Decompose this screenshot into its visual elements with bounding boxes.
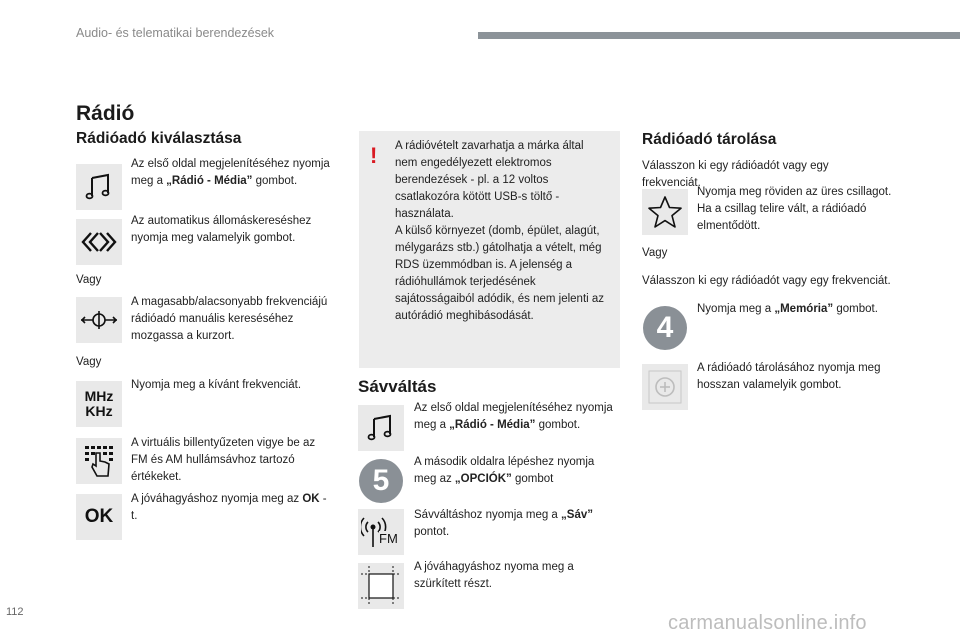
music-note-icon <box>366 413 396 443</box>
seek-button[interactable] <box>76 219 122 265</box>
middle-item2-text: A második oldalra lépéshez nyomja meg az „OPCIÓK” gombot <box>414 456 595 485</box>
step-number-4: 4 <box>643 306 687 350</box>
left-item1-text: Az első oldal megjelenítéséhez nyomja meg a „Rádió - Média” gombot. <box>131 158 330 187</box>
music-note-icon <box>84 172 114 202</box>
left-or-1: Vagy <box>76 274 102 286</box>
chapter-header: Audio- és telematikai berendezések <box>76 26 275 40</box>
ok-icon: OK <box>84 506 114 527</box>
greyed-area-button[interactable] <box>358 563 404 609</box>
warning-icon: ! <box>370 143 378 168</box>
left-item5-text: A virtuális billentyűzeten vigye be az FM és AM hullámsávhoz tartozó értékeket. <box>131 437 316 483</box>
mhz-khz-icon: MHz KHz <box>84 388 114 419</box>
fm-label: FM <box>379 531 398 546</box>
warning-text: A rádióvételt zavarhatja a márka által nem engedélyezett elektromos berendezések - pl. a 12 voltos csatlakozóra kötött USB-s töltő -használata. A külső környezet (domb, épület, alagút, mélygarázs stb.) gátolhatja a vételt, még RDS üzemmódban is. A jelenség a rádióhullámok terjedésének sajátosságaiból adódik, és nem jelenti az autórádió meghibásodását. <box>395 140 605 322</box>
right-item3-text: A rádióadó tárolásához nyomja meg hosszan valamelyik gombot. <box>697 362 881 391</box>
ok-button[interactable] <box>76 494 122 540</box>
right-intro2: Válasszon ki egy rádióadót vagy egy frekvenciát. <box>642 275 891 287</box>
right-intro: Válasszon ki egy rádióadót vagy egy frekvenciát. <box>642 160 829 189</box>
header-bar <box>478 32 960 39</box>
section-title-radio-select: Rádióadó kiválasztása <box>76 130 242 147</box>
page-title: Rádió <box>76 102 135 125</box>
left-item6-text: A jóváhagyáshoz nyomja meg az OK -t. <box>131 493 327 522</box>
right-or: Vagy <box>642 247 668 259</box>
left-item4-text: Nyomja meg a kívánt frekvenciát. <box>131 379 302 391</box>
right-item1-text: Nyomja meg röviden az üres csillagot. Ha a csillag telire vált, a rádióadó elmentődött. <box>697 186 892 232</box>
watermark: carmanualsonline.info <box>668 612 867 634</box>
radio-media-button-2[interactable] <box>358 405 404 451</box>
left-item3-text: A magasabb/alacsonyabb frekvenciájú rádióadó manuális kereséséhez mozgassa a kurzort. <box>131 296 328 342</box>
frequency-slider[interactable] <box>76 297 122 343</box>
frequency-button[interactable] <box>76 381 122 427</box>
star-outline-icon <box>647 195 683 229</box>
slider-cursor-icon <box>79 309 119 331</box>
right-item2-text: Nyomja meg a „Memória” gombot. <box>697 303 878 315</box>
keypad-hand-icon <box>83 444 115 478</box>
band-button[interactable] <box>358 509 404 555</box>
virtual-keypad-button[interactable] <box>76 438 122 484</box>
store-preset-button[interactable] <box>642 364 688 410</box>
left-or-2: Vagy <box>76 356 102 368</box>
left-item2-text: Az automatikus állomáskereséshez nyomja meg valamelyik gombot. <box>131 215 312 244</box>
selection-square-icon <box>361 566 401 606</box>
plus-circle-icon <box>648 370 682 404</box>
middle-item4-text: A jóváhagyáshoz nyoma meg a szürkített részt. <box>414 561 574 590</box>
radio-media-button[interactable] <box>76 164 122 210</box>
middle-item3-text: Sávváltáshoz nyomja meg a „Sáv” pontot. <box>414 509 593 538</box>
section-title-radio-store: Rádióadó tárolása <box>642 131 777 148</box>
step-number-5: 5 <box>359 459 403 503</box>
middle-item1-text: Az első oldal megjelenítéséhez nyomja meg a „Rádió - Média” gombot. <box>414 402 613 431</box>
section-title-band-change: Sávváltás <box>358 377 437 396</box>
favorite-star-button[interactable] <box>642 189 688 235</box>
page-number: 112 <box>6 606 24 618</box>
seek-arrows-icon <box>81 231 117 253</box>
